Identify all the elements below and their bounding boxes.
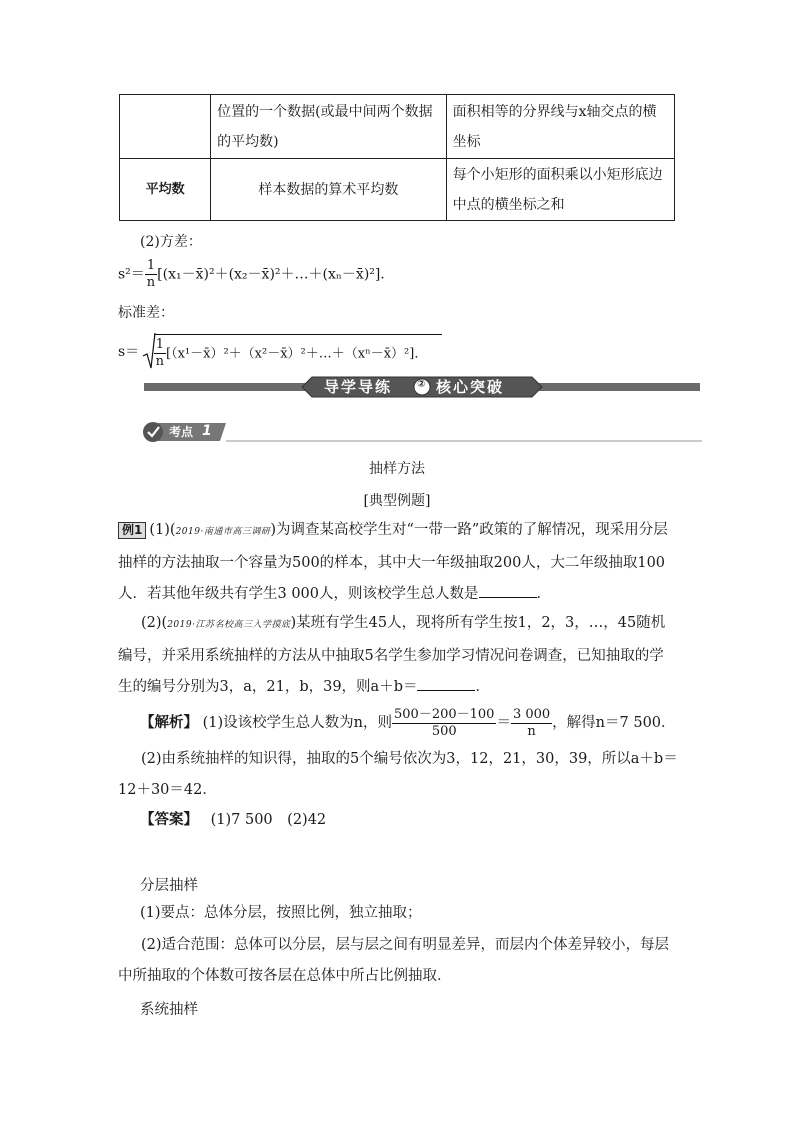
banner-right: 核心突破 [436,378,505,396]
solution-label: 【解析】 [140,715,198,731]
q2-source: 2019·江苏名校高三入学摸底 [167,620,291,630]
row-label [120,95,211,159]
solution-line2: (2)由系统抽样的知识得，抽取的5个编号依次为3，12，21，30，39，所以a＋b＝12＋30＝42． [118,751,678,798]
variance-lhs: s²＝ [118,266,145,283]
strat-point-2: (2)适合范围：总体可以分层，层与层之间有明显差异，而层内个体差异较小，每层中所抽取的个体数可按各层在总体中所占比例抽取． [118,937,670,984]
answer-blank [417,676,475,691]
fraction-numerator: 1 [145,258,157,275]
row-label: 平均数 [120,159,211,221]
solution-fraction-1 [392,707,496,740]
fraction-numerator: 500－200－100 [394,706,495,722]
q1-end: ． [536,586,552,602]
row-histogram-method: 每个小矩形的面积乘以小矩形底边中点的横坐标之和 [446,159,674,221]
section-banner [144,376,700,398]
stddev-formula [118,332,442,372]
strat-point-1: (1)要点：总体分层，按照比例，独立抽取； [140,905,422,921]
banner-left: 导学导练 [324,378,393,396]
variance-body: [(x₁－x̄)²＋(x₂－x̄)²＋…＋(xₙ－x̄)²]． [157,266,395,283]
variance-heading: (2)方差： [140,234,202,250]
table-row [120,159,675,221]
row-histogram-method: 面积相等的分界线与x轴交点的横坐标 [446,95,674,159]
solution-line1 [140,706,680,740]
answer-line [140,810,326,830]
fraction-numerator: 3 000 [512,706,551,722]
stats-table [119,94,675,221]
stddev-heading: 标准差： [118,305,174,321]
stddev-body: [（x¹－x̄）²＋（x²－x̄）²＋…＋（xⁿ－x̄）²]． [166,346,428,362]
kaodian-number: 1 [202,423,212,439]
fraction-denominator: n [527,723,536,739]
example-q1 [118,515,678,610]
solution-text: ，解得n＝7 500． [552,715,676,731]
answer-blank [479,583,537,598]
fraction-denominator: 500 [431,723,457,739]
example-tag: 例1 [118,522,146,539]
solution-text: (1)设该校学生总人数为n，则 [202,715,392,731]
answer-text: (1)7 500 (2)42 [210,812,327,828]
section-subtitle: [典型例题] [363,493,431,509]
fraction-denominator: n [146,275,156,290]
stddev-fraction [154,337,166,370]
section-title: 抽样方法 [369,461,425,477]
answer-label: 【答案】 [140,812,198,828]
q2-prefix: (2)( [141,615,168,631]
q2-end: ． [475,679,490,695]
variance-fraction [145,258,157,291]
q1-text: )为调查某高校学生对“一带一路”政策的了解情况，现采用分层抽样的方法抽取一个容量为500的样本，其中大一年级抽取200人，大二年级抽取100人．若其他年级共有学生3 000人，则该校学生总人数是 [118,522,668,602]
fraction-numerator: 1 [154,337,166,354]
q1-source: 2019·南通市高三调研 [175,527,271,537]
equals-sign: ＝ [496,715,511,731]
row-definition: 样本数据的算术平均数 [211,159,446,221]
kaodian-label [142,420,702,444]
sys-title: 系统抽样 [140,1002,198,1018]
example-q2 [118,608,678,703]
q2-text: )某班有学生45人，现将所有学生按1，2，3，…，45随机编号，并采用系统抽样的方法从中抽取5名学生参加学习情况问卷调查，已知抽取的学生的编号分别为3，a，21，b，39，则a＋b＝ [118,615,666,695]
strat-title: 分层抽样 [140,878,198,894]
table-row [120,95,675,159]
banner-circle-icon: ② [417,379,426,390]
stddev-lhs: s＝ [118,344,140,360]
kaodian-text: 考点 [169,425,194,439]
q1-prefix: (1)( [149,522,176,538]
variance-formula [118,258,394,291]
row-definition: 位置的一个数据(或最中间两个数据的平均数) [211,95,446,159]
fraction-denominator: n [155,354,165,369]
solution-fraction-2 [511,707,552,740]
